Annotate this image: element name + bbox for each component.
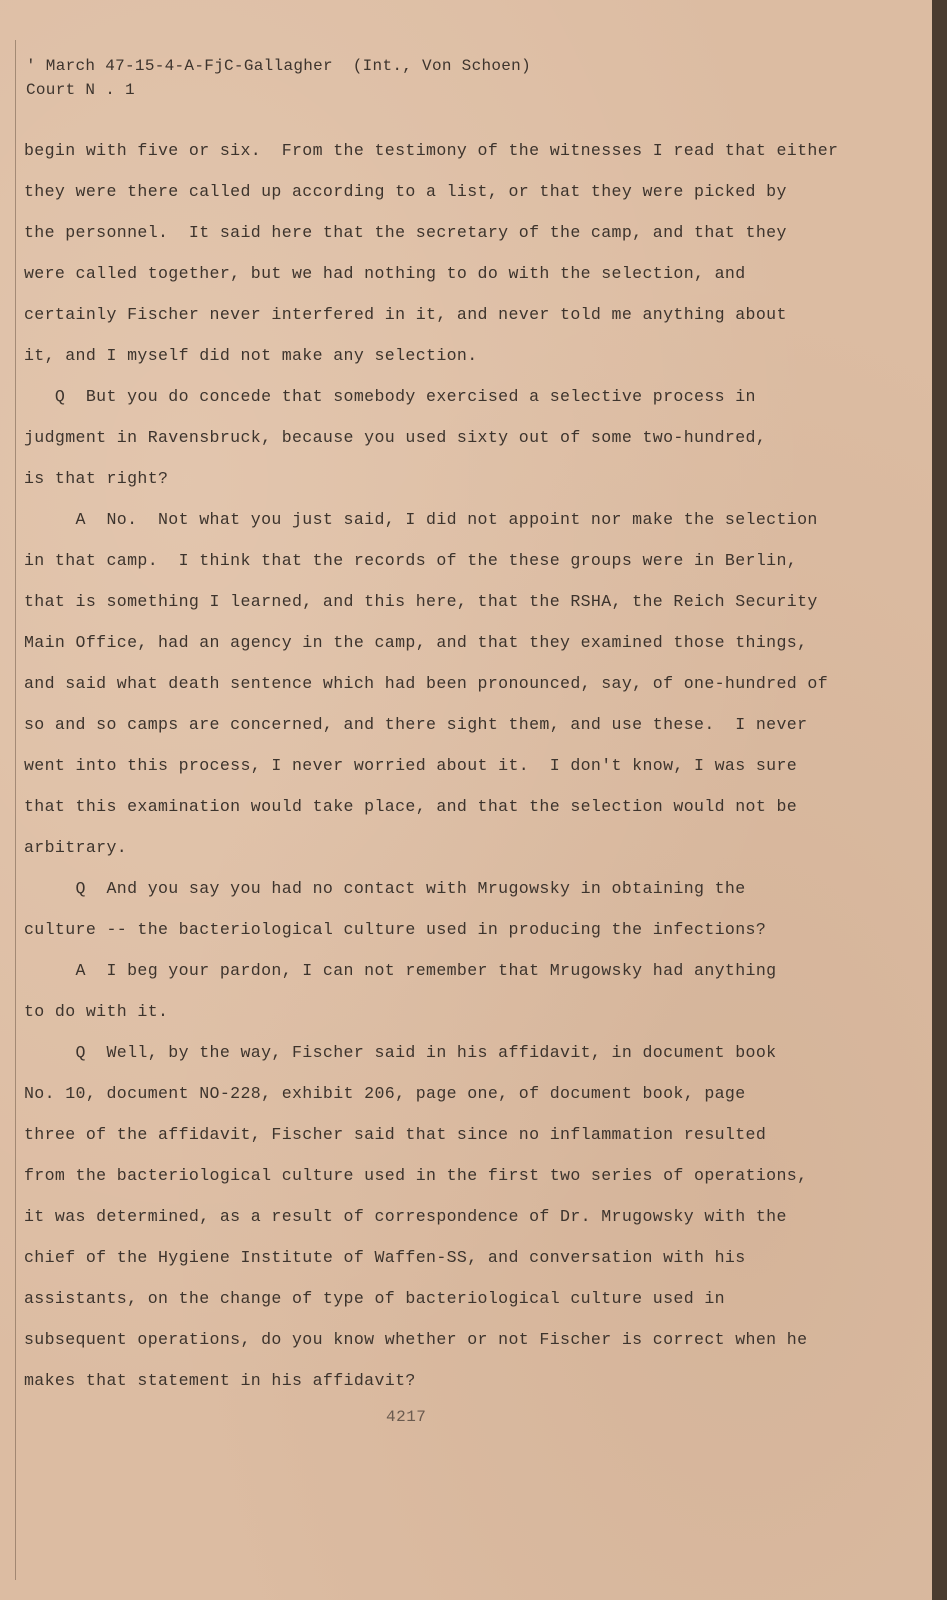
text-line: judgment in Ravensbruck, because you used sixty out of some two-hundred, [24,428,767,447]
transcript-body [24,130,884,1401]
margin-fold-line [15,40,16,1580]
text-line: begin with five or six. From the testimony of the witnesses I read that either [24,141,839,160]
text-line: A I beg your pardon, I can not remember that Mrugowsky had anything [24,961,777,980]
text-line: arbitrary. [24,838,128,857]
text-line: subsequent operations, do you know whether or not Fischer is correct when he [24,1330,808,1349]
text-line: the personnel. It said here that the secretary of the camp, and that they [24,223,787,242]
text-line: in that camp. I think that the records of the these groups were in Berlin, [24,551,798,570]
header-case-line: ' March 47-15-4-A-FjC-Gallagher (Int., Von Schoen) [26,57,531,75]
document-header [26,54,531,102]
text-line: from the bacteriological culture used in the first two series of operations, [24,1166,808,1185]
text-line: so and so camps are concerned, and there sight them, and use these. I never [24,715,808,734]
text-line: A No. Not what you just said, I did not appoint nor make the selection [24,510,818,529]
text-line: were called together, but we had nothing to do with the selection, and [24,264,746,283]
header-court-line: Court N . 1 [26,81,135,99]
text-line: three of the affidavit, Fischer said that since no inflammation resulted [24,1125,767,1144]
text-line: culture -- the bacteriological culture used in producing the infections? [24,920,767,939]
text-line: and said what death sentence which had been pronounced, say, of one-hundred of [24,674,829,693]
text-line: that is something I learned, and this here, that the RSHA, the Reich Security [24,592,818,611]
text-line: Q Well, by the way, Fischer said in his affidavit, in document book [24,1043,777,1062]
text-line: assistants, on the change of type of bacteriological culture used in [24,1289,725,1308]
text-line: Q But you do concede that somebody exercised a selective process in [24,387,756,406]
text-line: certainly Fischer never interfered in it, and never told me anything about [24,305,787,324]
text-line: is that right? [24,469,169,488]
text-line: Main Office, had an agency in the camp, and that they examined those things, [24,633,808,652]
text-line: to do with it. [24,1002,169,1021]
text-line: it was determined, as a result of correspondence of Dr. Mrugowsky with the [24,1207,787,1226]
text-line: Q And you say you had no contact with Mrugowsky in obtaining the [24,879,746,898]
text-line: No. 10, document NO-228, exhibit 206, page one, of document book, page [24,1084,746,1103]
text-line: chief of the Hygiene Institute of Waffen-SS, and conversation with his [24,1248,746,1267]
scan-edge [932,0,947,1600]
text-line: it, and I myself did not make any selection. [24,346,478,365]
text-line: that this examination would take place, and that the selection would not be [24,797,798,816]
text-line: they were there called up according to a list, or that they were picked by [24,182,787,201]
text-line: went into this process, I never worried about it. I don't know, I was sure [24,756,798,775]
page-number: 4217 [386,1408,427,1426]
text-line: makes that statement in his affidavit? [24,1371,416,1390]
